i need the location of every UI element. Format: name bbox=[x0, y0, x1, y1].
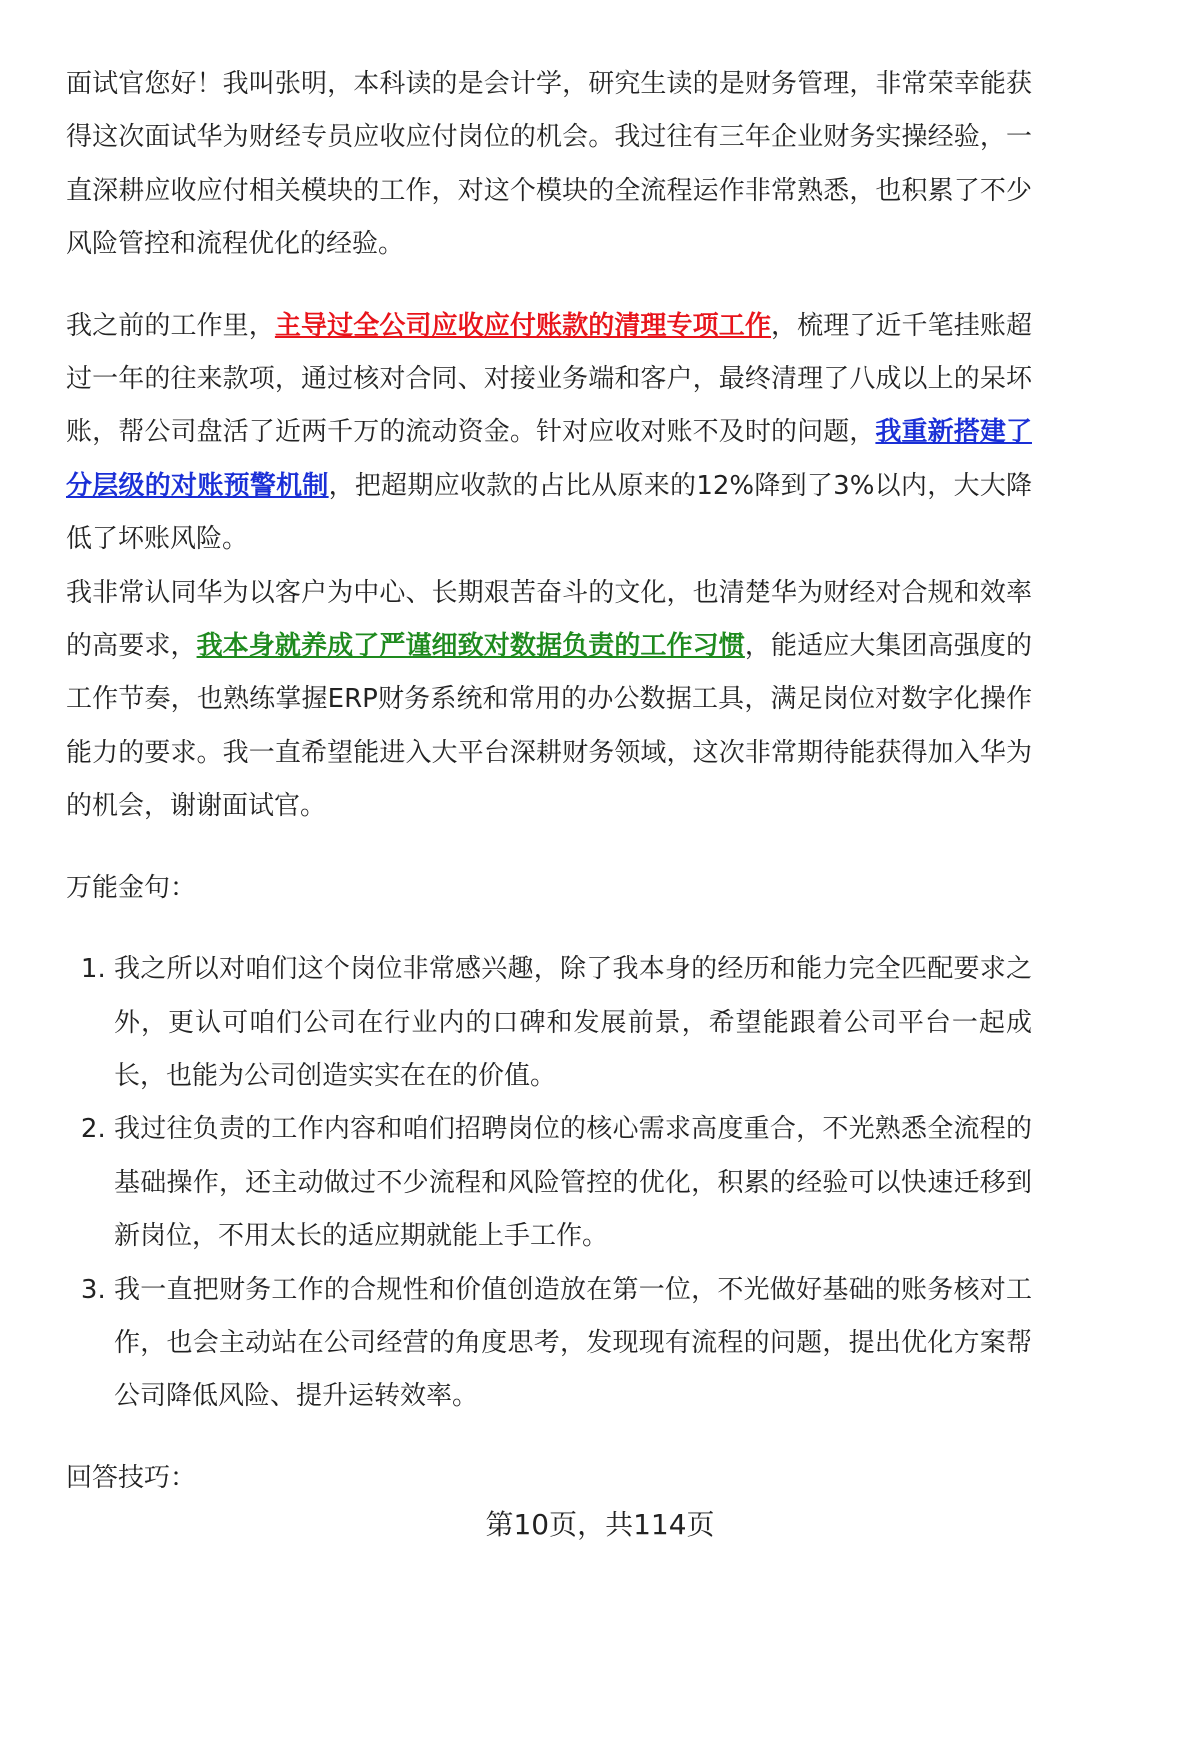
golden-heading: 万能金句： bbox=[66, 872, 197, 903]
page-number: 第10页，共114页 bbox=[485, 1508, 715, 1541]
highlight-green: 我本身就养成了严谨细致对数据负责的工作习惯 bbox=[196, 631, 745, 662]
list-item: 1. 我之所以对咱们这个岗位非常感兴趣，除了我本身的经历和能力完全匹配要求之外，更认可咱们公司在行业内的口碑和发展前景，希望能跟着公司平台一起成长，也能为公司创造实实在在的价值。 bbox=[114, 943, 1032, 1103]
culture-paragraph bbox=[66, 567, 1032, 834]
experience-paragraph bbox=[66, 300, 1032, 567]
intro-paragraph: 面试官您好！我叫张明，本科读的是会计学，研究生读的是财务管理，非常荣幸能获得这次面试华为财经专员应收应付岗位的机会。我过往有三年企业财务实操经验，一直深耕应收应付相关模块的工作，对这个模块的全流程运作非常熟悉，也积累了不少风险管控和流程优化的经验。 bbox=[66, 69, 1032, 260]
list-item: 3. 我一直把财务工作的合规性和价值创造放在第一位，不光做好基础的账务核对工作，也会主动站在公司经营的角度思考，发现现有流程的问题，提出优化方案帮公司降低风险、提升运转效率。 bbox=[114, 1264, 1032, 1424]
golden-list bbox=[66, 943, 1032, 1424]
text: 我非常认同华为以客户为中心、长期艰苦奋斗的文化，也清楚华为财经对合规和效率的高要求， bbox=[66, 577, 1032, 662]
text: ，梳理了近千笔挂账超过一年的往来款项，通过核对合同、对接业务端和客户，最终清理了八成以上的呆坏账，帮公司盘活了近两千万的流动资金。针对应收对账不及时的问题， bbox=[66, 310, 1032, 448]
document-body bbox=[66, 58, 1032, 1505]
text: ，能适应大集团高强度的工作节奏，也熟练掌握ERP财务系统和常用的办公数据工具，满足岗位对数字化操作能力的要求。我一直希望能进入大平台深耕财务领域，这次非常期待能获得加入华为的机会，谢谢面试官。 bbox=[66, 631, 1032, 822]
list-item: 2. 我过往负责的工作内容和咱们招聘岗位的核心需求高度重合，不光熟悉全流程的基础操作，还主动做过不少流程和风险管控的优化，积累的经验可以快速迁移到新岗位，不用太长的适应期就能上手工作。 bbox=[114, 1103, 1032, 1263]
text: 我之前的工作里， bbox=[66, 310, 275, 341]
tips-heading: 回答技巧： bbox=[66, 1462, 197, 1493]
highlight-blue: 我重新搭建了分层级的对账预警机制 bbox=[66, 417, 1032, 501]
highlight-red: 主导过全公司应收应付账款的清理专项工作 bbox=[274, 310, 771, 341]
text: ，把超期应收款的占比从原来的12%降到了3%以内，大大降低了坏账风险。 bbox=[66, 470, 1032, 555]
